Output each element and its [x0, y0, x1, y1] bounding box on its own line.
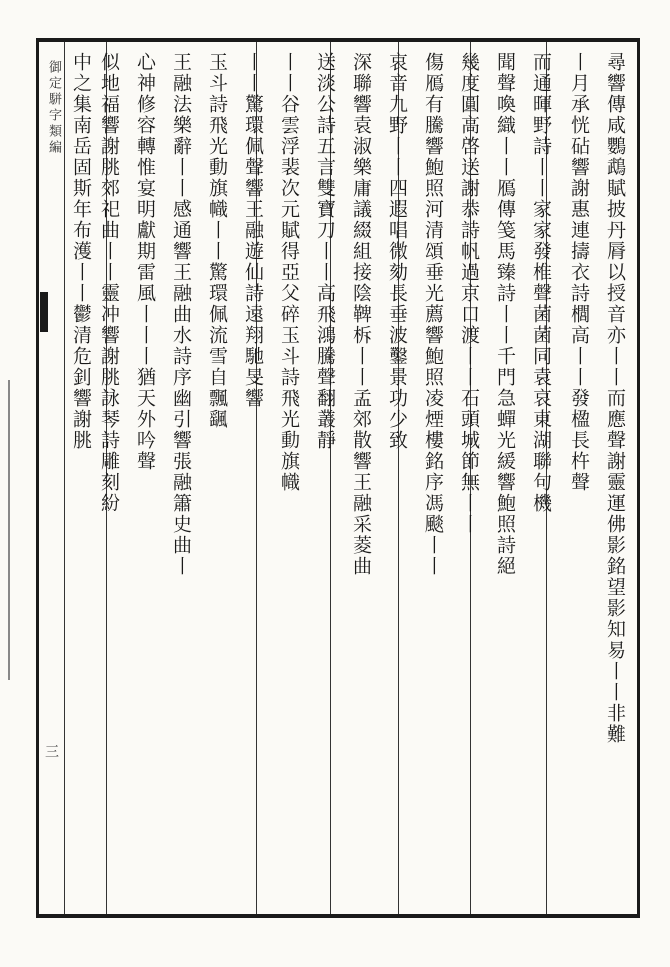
- page-edge-shadow: [8, 380, 10, 680]
- text-column: 心神修容轉惟宴明獻期雷風丨丨丨猶天外吟聲: [134, 52, 156, 472]
- text-column: 玉斗詩飛光動旗幟丨丨驚環佩流雪自飄颻: [206, 52, 228, 430]
- text-column: 深聯響袁淑樂庸議綴組接陰鞞柝丨丨孟郊散響王融采菱曲: [350, 52, 372, 577]
- margin-label: 御定駢字類編: [46, 60, 61, 156]
- frame-top-border: [36, 38, 640, 42]
- text-column: 送淡公詩五言雙寶刀丨丨高飛鴻騰聲翻叢靜: [314, 52, 336, 451]
- text-column: 中之集南岳固斯年布濩丨丨鬱清危釗響謝朓: [70, 52, 92, 451]
- text-column: 丨丨谷雲浮裴次元賦得亞父碎玉斗詩飛光動旗幟: [278, 52, 300, 493]
- text-column: 傷鴈有騰響鮑照河清頌垂光薦響鮑照凌煙樓銘序馮颷丨丨: [422, 52, 444, 577]
- frame-bottom-border: [36, 914, 640, 918]
- text-column: 而通暉野詩丨丨家家發椎聲菌菌同袁哀東湖聯句機: [530, 52, 552, 514]
- text-column: 丨月承恍砧響謝惠連擣衣詩櫚高丨丨發楹長杵聲: [568, 52, 590, 493]
- text-column: 似地福響謝朓郊祀曲丨丨靈冲響謝朓詠琴詩雕刻紛: [98, 52, 120, 514]
- text-column: 尋響傳咸鸚鵡賦披丹脣以授音亦丨丨而應聲謝靈運佛影銘望影知易丨丨非難: [604, 52, 626, 745]
- text-column: 丨丨驚環佩聲響王融遊仙詩遠翔馳旻響: [242, 52, 264, 409]
- text-column: 哀音九野丨丨四遐唱微劾長垂波鑿景功少致: [386, 52, 408, 451]
- text-column: 王融法樂辭丨丨感通響王融曲水詩序幽引響張融簫史曲丨: [170, 52, 192, 577]
- frame-right-border: [637, 38, 640, 918]
- text-column: 聞聲喚織丨丨鴈傳笺馬臻詩丨丨千門急蟬光緩響鮑照詩絕: [494, 52, 516, 577]
- page-number: 三: [43, 744, 59, 758]
- text-column: 幾度圓高啓送謝恭詩帆過京口渡丨丨石頭城節無丨丨: [458, 52, 480, 535]
